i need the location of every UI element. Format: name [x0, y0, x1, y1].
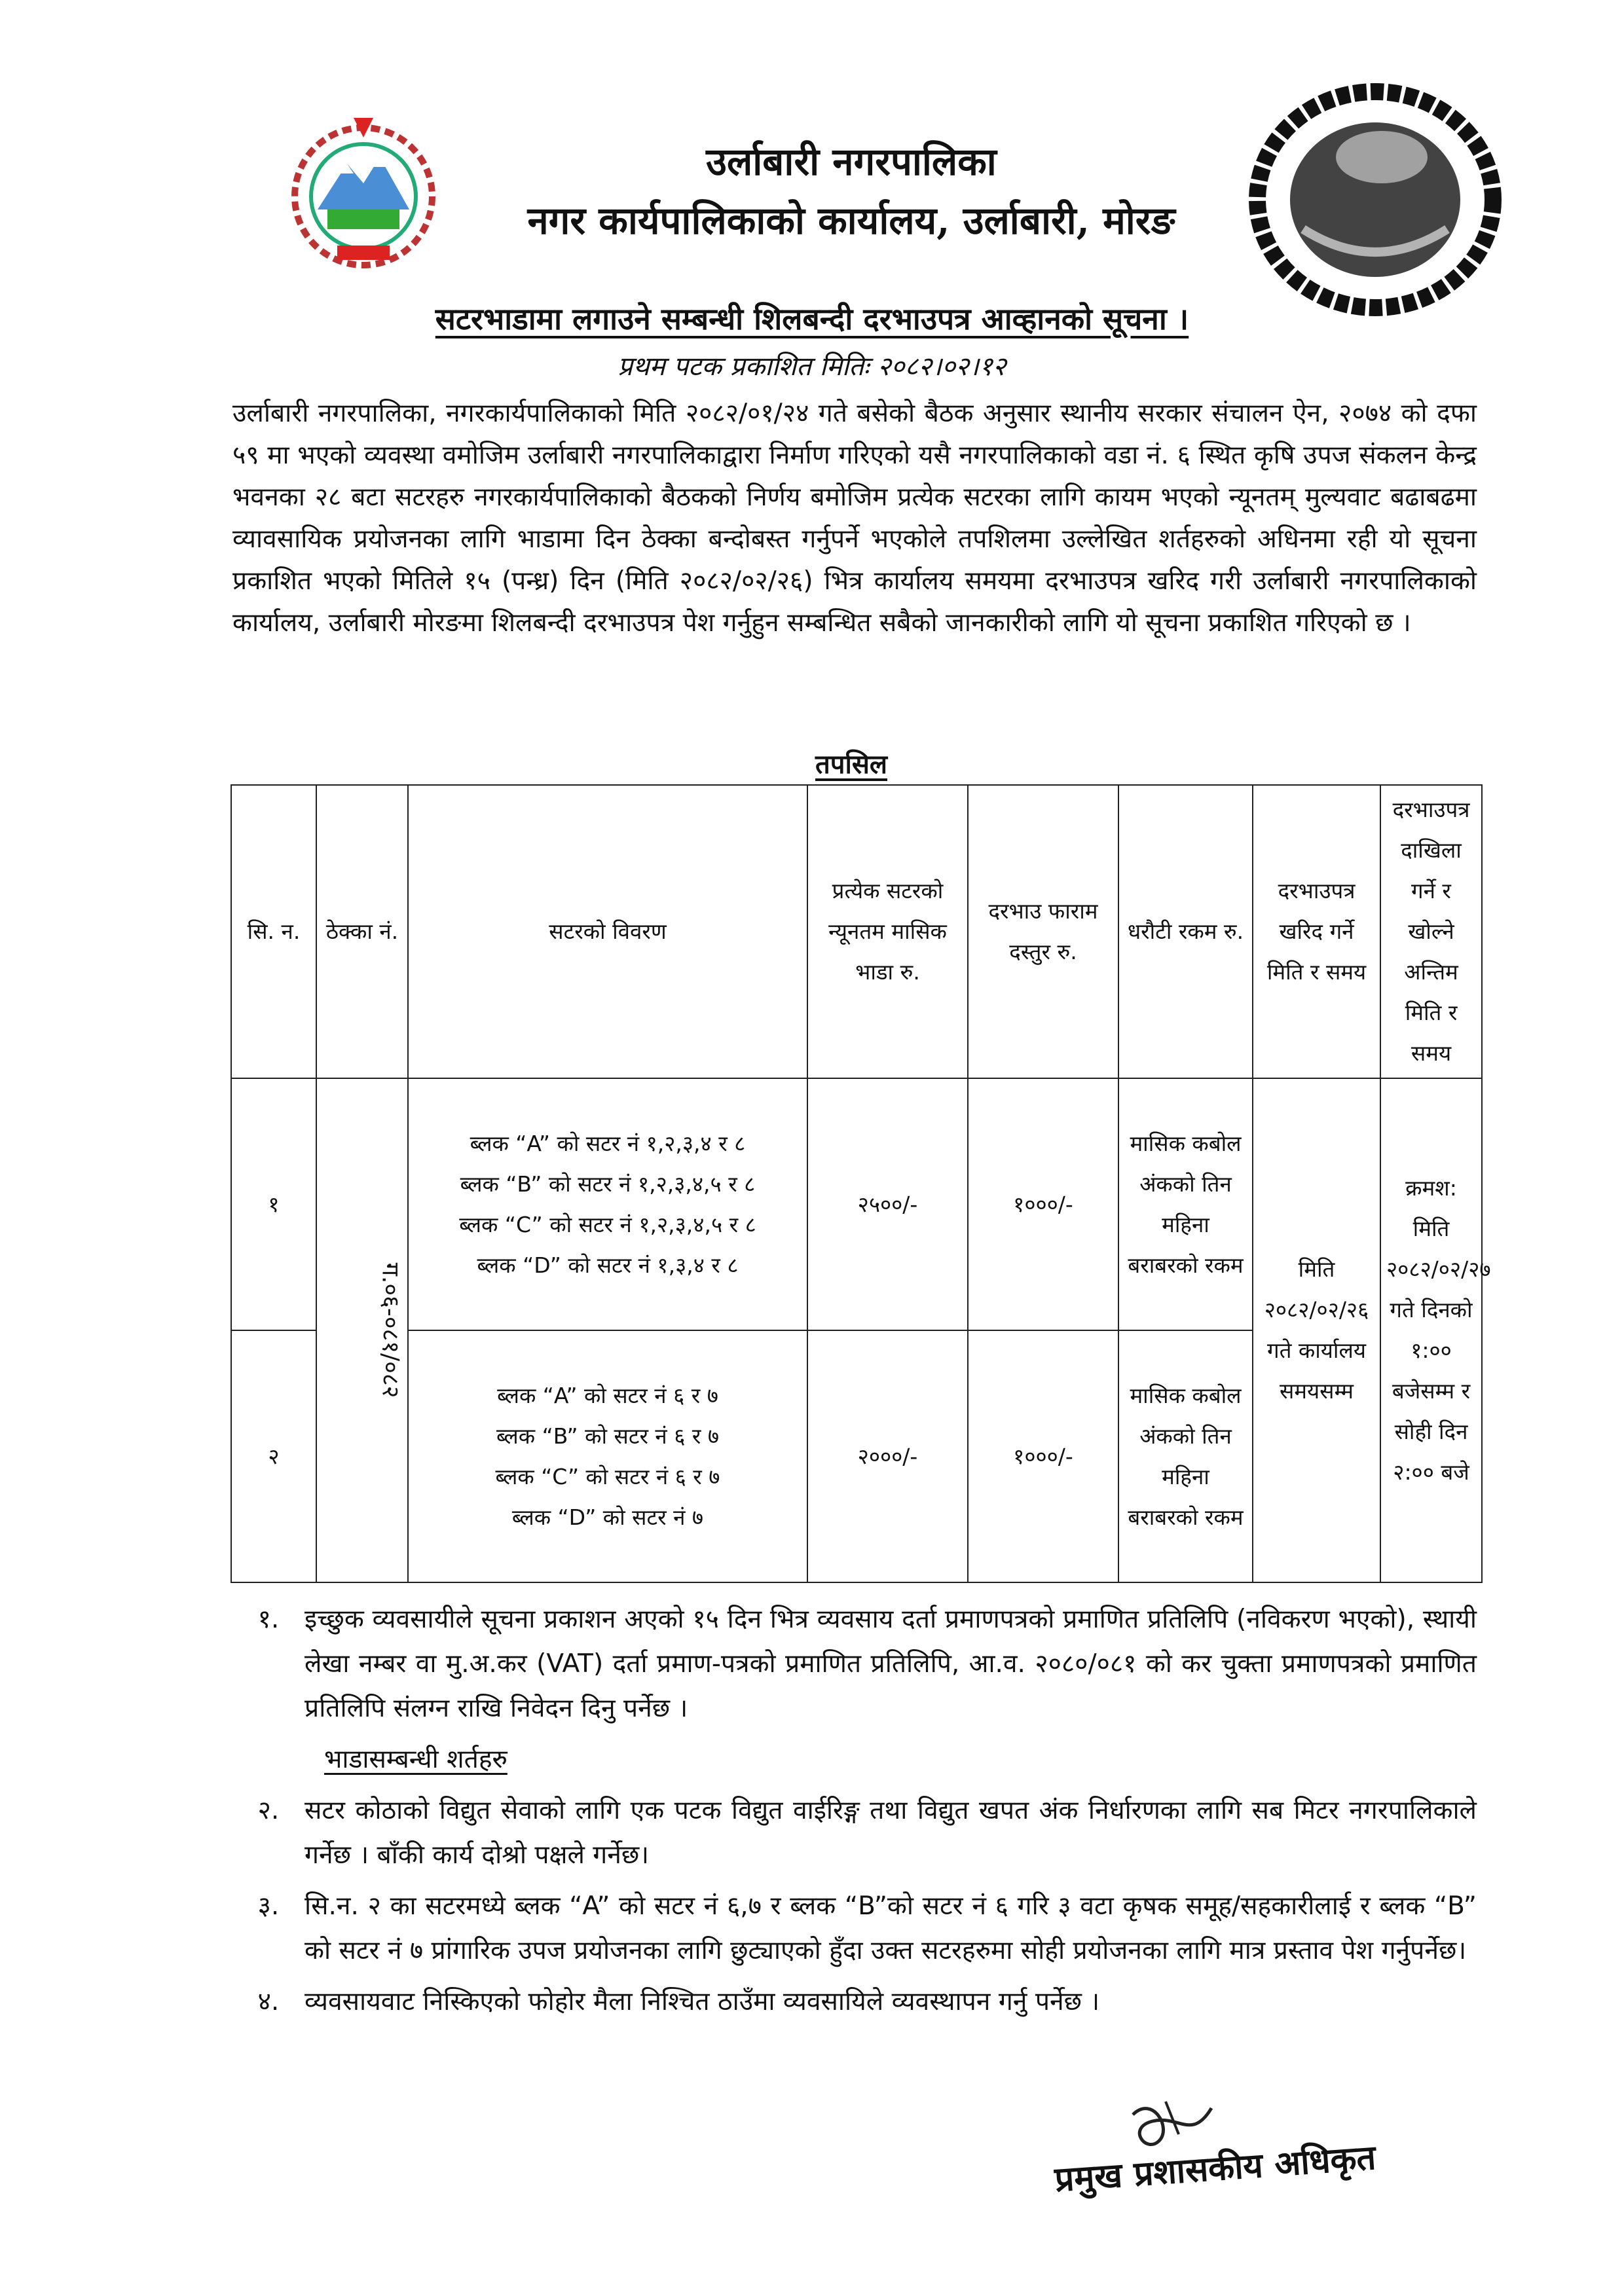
sator-line: ब्लक “B” को सटर नं १,२,३,४,५ र ८ [460, 1171, 756, 1197]
office-stamp-icon [1244, 79, 1506, 321]
submit-date: क्रमश: मिति २०८२/०२/२७ गते दिनको १:०० बजेसम्म र सोही दिन २:०० बजे [1380, 1078, 1482, 1582]
condition-number: २. [257, 1796, 280, 1825]
signatory-title: प्रमुख प्रशासकीय अधिकृत [1053, 2137, 1377, 2200]
sator-line: ब्लक “B” को सटर नं ६ र ७ [496, 1423, 720, 1449]
min-rent: २५००/- [807, 1078, 968, 1330]
nepal-emblem-icon [275, 111, 452, 275]
conditions-heading: भाडासम्बन्धी शर्तहरु [324, 1745, 507, 1774]
sator-line: ब्लक “D” को सटर नं ७ [511, 1504, 704, 1530]
conditions-list [232, 1597, 1477, 2031]
contract-number-cell [316, 1078, 408, 1582]
header-desc: सटरको विवरण [408, 785, 807, 1078]
condition-item [232, 1884, 1477, 1973]
sator-line: ब्लक “A” को सटर नं १,२,३,४ र ८ [470, 1130, 746, 1156]
sator-description [408, 1078, 807, 1330]
table-caption: तपसिल [815, 750, 888, 780]
row-sn: १ [231, 1078, 316, 1330]
purchase-date: मिति २०८२/०२/२६ गते कार्यालय समयसम्म [1253, 1078, 1380, 1582]
sator-description [408, 1330, 807, 1582]
condition-number: ३. [257, 1891, 280, 1921]
row-sn: २ [231, 1330, 316, 1582]
header-deposit: धरौटी रकम रु. [1118, 785, 1253, 1078]
sator-line: ब्लक “C” को सटर नं ६ र ७ [495, 1463, 720, 1489]
header-sn: सि. न. [231, 785, 316, 1078]
form-fee: १०००/- [968, 1078, 1118, 1330]
municipality-name: उर्लाबारी नगरपालिका [706, 139, 997, 184]
condition-item [232, 1789, 1477, 1878]
table-header-row [231, 785, 1482, 1078]
contract-number: ग.०६-०८१/०८२ [377, 1262, 404, 1398]
header-contract: ठेक्का नं. [316, 785, 408, 1078]
condition-number: १. [257, 1605, 280, 1634]
table-row [231, 1078, 1482, 1330]
header-submit: दरभाउपत्र दाखिला गर्ने र खोल्ने अन्तिम मिति र समय [1380, 785, 1482, 1078]
sator-line: ब्लक “D” को सटर नं १,३,४ र ८ [477, 1252, 739, 1278]
condition-number: ४. [257, 1987, 280, 2016]
header-min-rent: प्रत्येक सटरको न्यूनतम मासिक भाडा रु. [807, 785, 968, 1078]
condition-text: इच्छुक व्यवसायीले सूचना प्रकाशन अएको १५ दिन भित्र व्यवसाय दर्ता प्रमाणपत्रको प्रमाणित प्रतिलिपि (नविकरण भएको), स्थायी लेखा नम्बर वा मु.अ.कर (VAT) दर्ता प्रमाण-पत्रको प्रमाणित प्रतिलिपि, आ.व. २०८०/०८१ को कर चुक्ता प्रमाणपत्रको प्रमाणित प्रतिलिपि संलग्न राखि निवेदन दिनु पर्नेछ । [304, 1605, 1477, 1723]
notice-title: सटरभाडामा लगाउने सम्बन्धी शिलबन्दी दरभाउपत्र आव्हानको सूचना । [435, 301, 1189, 337]
condition-item [232, 1597, 1477, 1731]
condition-text: सि.न. २ का सटरमध्ये ब्लक “A” को सटर नं ६,७ र ब्लक “B”को सटर नं ६ गरि ३ वटा कृषक समूह/सहकारीलाई र ब्लक “B” को सटर नं ७ प्रांगारिक उपज प्रयोजनका लागि छुट्याएको हुँदा उक्त सटरहरुमा सोही प्रयोजनका लागि मात्र प्रस्ताव पेश गर्नुपर्नेछ। [304, 1891, 1477, 1965]
sator-line: ब्लक “A” को सटर नं ६ र ७ [497, 1382, 718, 1408]
condition-text: सटर कोठाको विद्युत सेवाको लागि एक पटक विद्युत वाईरिङ्ग तथा विद्युत खपत अंक निर्धारणका लागि सब मिटर नगरपालिकाले गर्नेछ । बाँकी कार्य दोश्रो पक्षले गर्नेछ। [304, 1796, 1477, 1870]
deposit-amount: मासिक कबोल अंकको तिन महिना बराबरको रकम [1118, 1330, 1253, 1582]
condition-text: व्यवसायवाट निस्किएको फोहोर मैला निश्चित ठाउँमा व्यवसायिले व्यवस्थापन गर्नु पर्नेछ । [304, 1987, 1100, 2016]
notice-body: उर्लाबारी नगरपालिका, नगरकार्यपालिकाको मिति २०८२/०१/२४ गते बसेको बैठक अनुसार स्थानीय सरकार संचालन ऐन, २०७४ को दफा ५९ मा भएको व्यवस्था वमोजिम उर्लाबारी नगरपालिकाद्वारा निर्माण गरिएको यसै नगरपालिकाको वडा नं. ६ स्थित कृषि उपज संकलन केन्द्र भवनका २८ बटा सटरहरु नगरकार्यपालिकाको बैठकको निर्णय बमोजिम प्रत्येक सटरका लागि कायम भएको न्यूनतम् मुल्यवाट बढाबढमा व्यावसायिक प्रयोजनका लागि भाडामा दिन ठेक्का बन्दोबस्त गर्नुपर्ने भएकोले तपशिलमा उल्लेखित शर्तहरुको अधिनमा रही यो सूचना प्रकाशित भएको मितिले १५ (पन्ध्र) दिन (मिति २०८२/०२/२६) भित्र कार्यालय समयमा दरभाउपत्र खरिद गरी उर्लाबारी नगरपालिकाको कार्यालय, उर्लाबारी मोरङमा शिलबन्दी दरभाउपत्र पेश गर्नुहुन सम्बन्धित सबैको जानकारीको लागि यो सूचना प्रकाशित गरिएको छ । [232, 399, 1477, 638]
header-purchase: दरभाउपत्र खरिद गर्ने मिति र समय [1253, 785, 1380, 1078]
form-fee: १०००/- [968, 1330, 1118, 1582]
condition-item [232, 1980, 1477, 2024]
publish-date: प्रथम पटक प्रकाशित मितिः २०८२।०२।१२ [618, 352, 1006, 382]
header-form-fee: दरभाउ फाराम दस्तुर रु. [968, 785, 1118, 1078]
deposit-amount: मासिक कबोल अंकको तिन महिना बराबरको रकम [1118, 1078, 1253, 1330]
office-name: नगर कार्यपालिकाको कार्यालय, उर्लाबारी, मोरङ [527, 198, 1175, 243]
min-rent: २०००/- [807, 1330, 968, 1582]
sator-line: ब्लक “C” को सटर नं १,२,३,४,५ र ८ [459, 1211, 756, 1237]
tender-table [231, 784, 1491, 1583]
